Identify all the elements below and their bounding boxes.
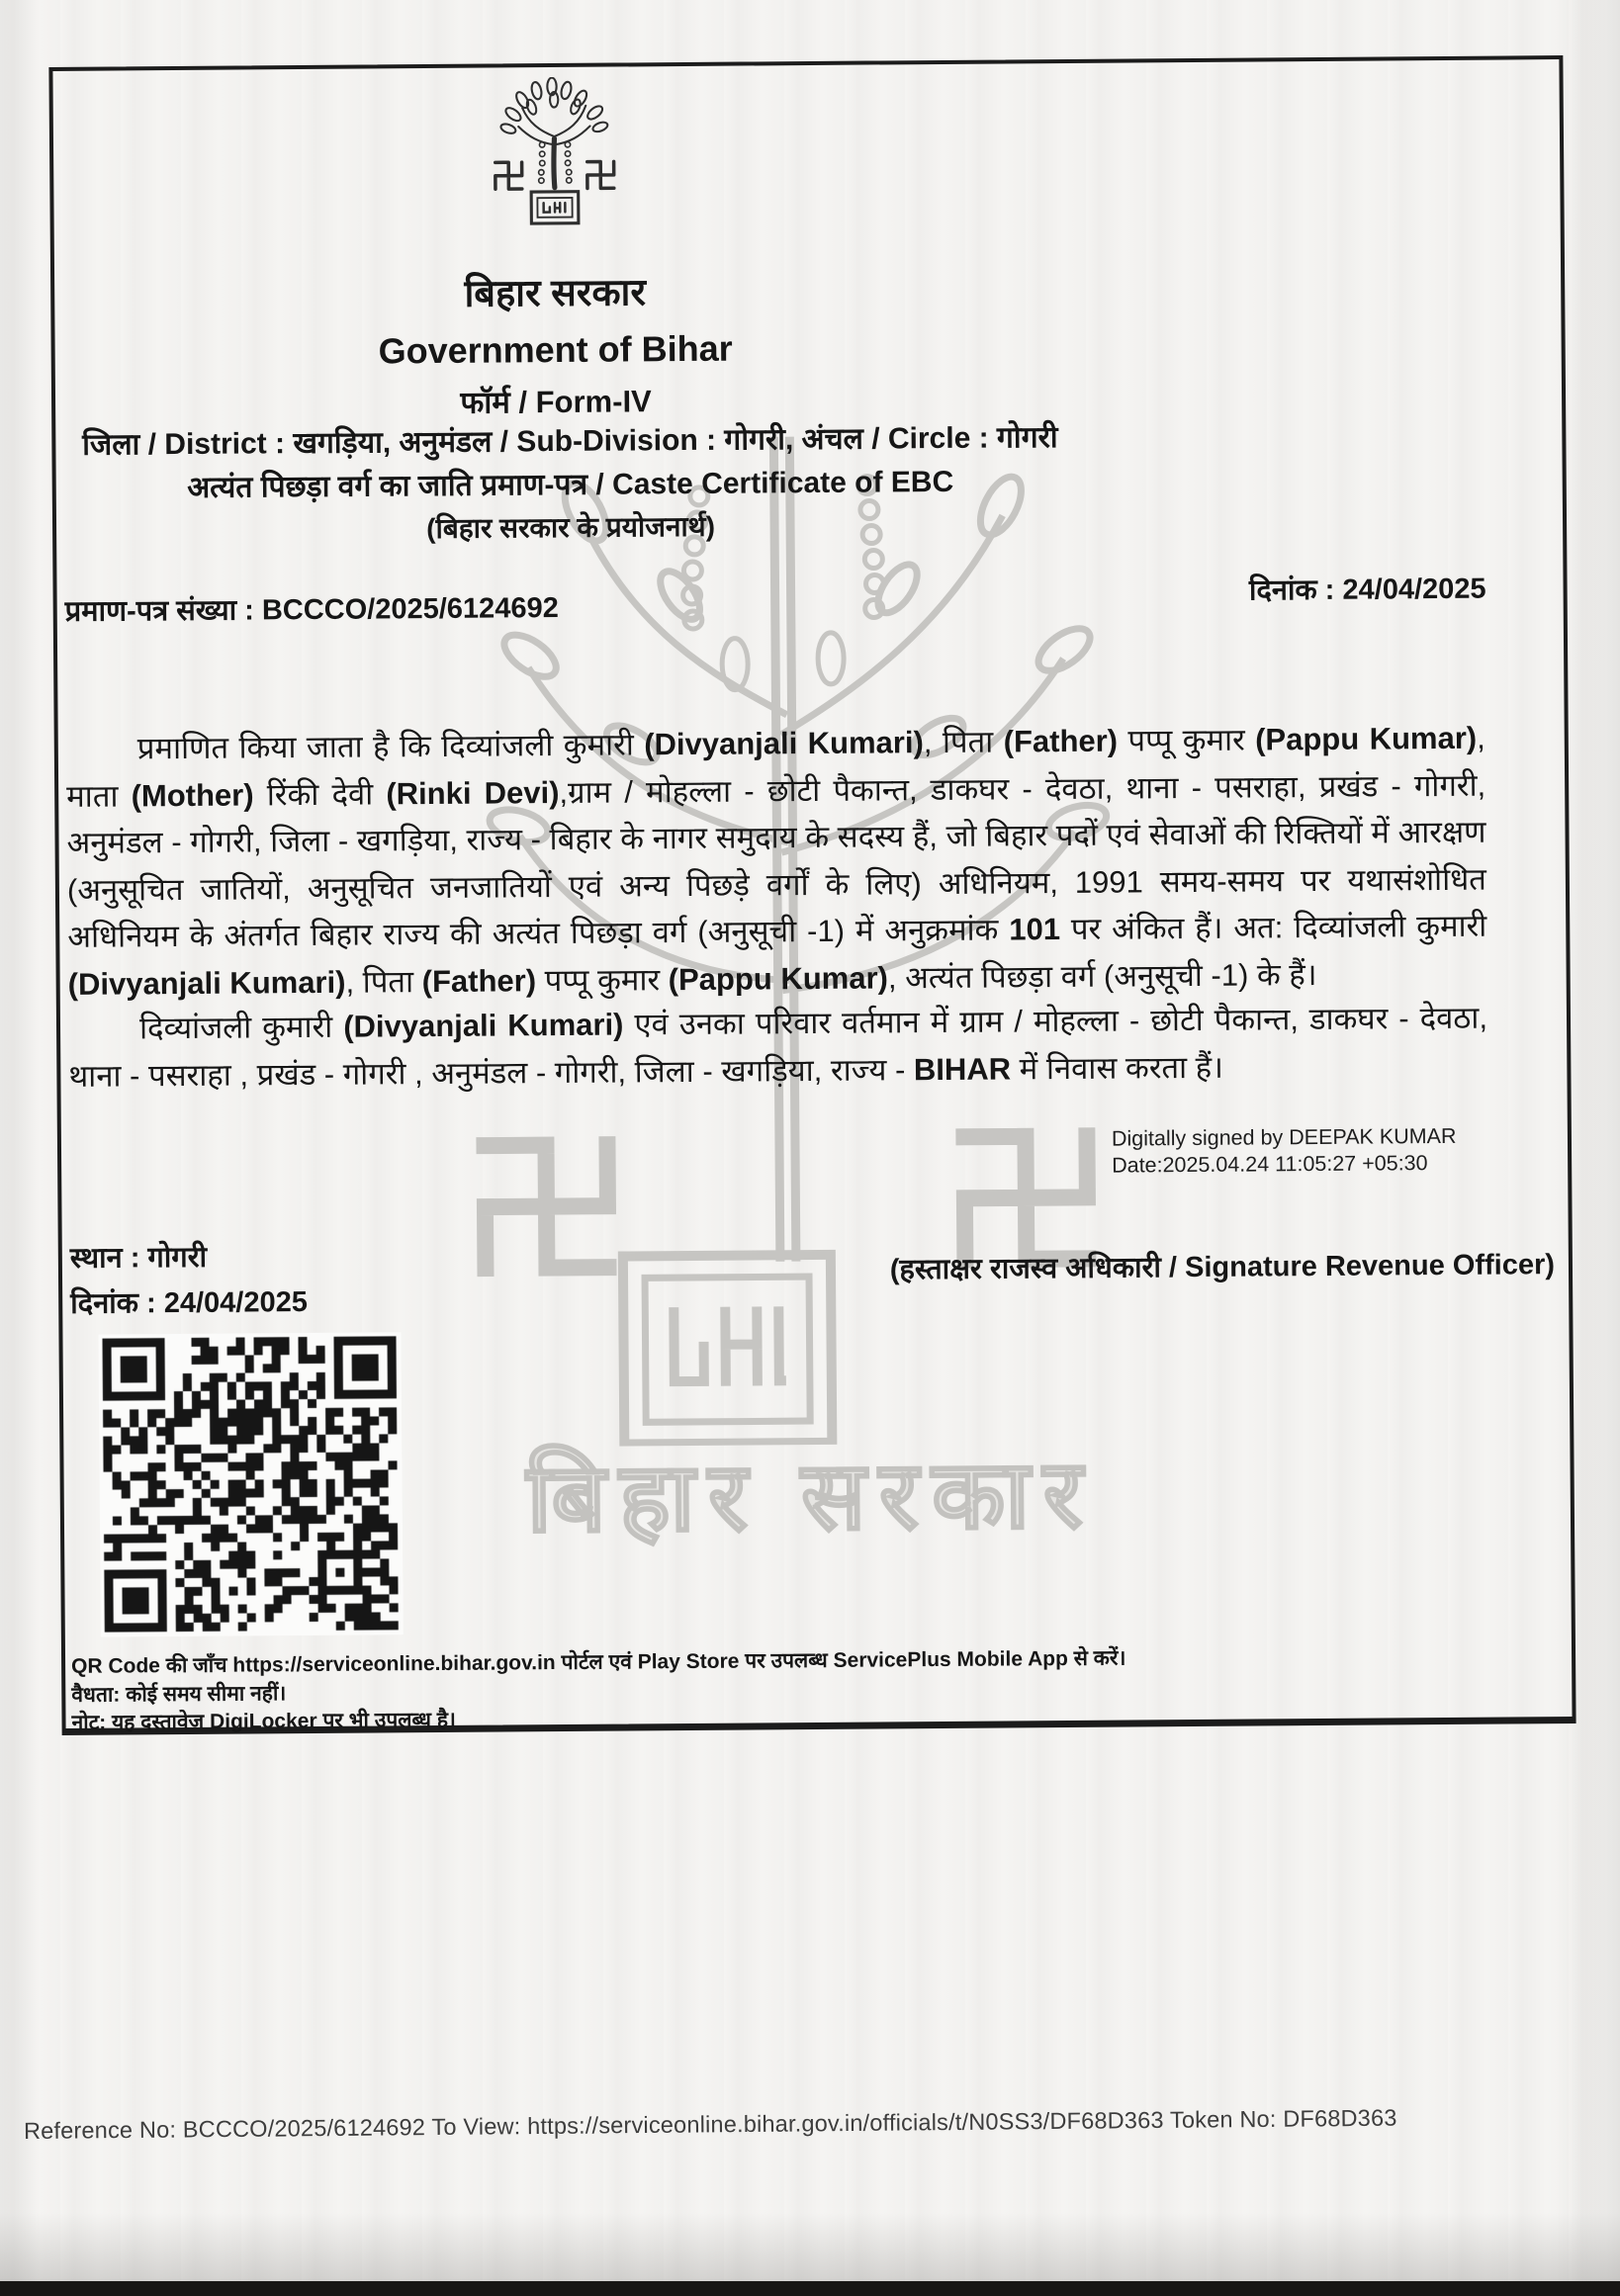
watermark-text: बिहार सरकार bbox=[526, 1441, 1097, 1552]
notes-block bbox=[71, 1644, 1210, 1738]
scan-shadow bbox=[0, 2213, 1620, 2282]
note-validity: वैधता: कोई समय सीमा नहीं। bbox=[71, 1681, 287, 1707]
note-qr-check: QR Code की जाँच https://serviceonline.bihar.gov.in पोर्टल एवं Play Store पर उपलब्ध ServicePlus Mobile App से करें। bbox=[71, 1646, 1126, 1678]
certificate-body-para1: प्रमाणित किया जाता है कि दिव्यांजली कुमारी (Divyanjali Kumari), पिता (Father) पप्पू कुमार (Pappu Kumar), माता (Mother) रिंकी देवी (Rinki Devi),ग्राम / मोहल्ला - छोटी पैकान्त, डाकघर - देवठा, थाना - पसराहा, प्रखंड - गोगरी, अनुमंडल - गोगरी, जिला - खगड़िया, राज्य - बिहार के नागर समुदाय के सदस्य हैं, जो बिहार पदों एवं सेवाओं की रिक्तियों में आरक्षण (अनुसूचित जातियों, अनुसूचित जनजातियों एवं अन्य पिछड़े वर्गों के लिए) अधिनियम, 1991 समय-समय पर यथासंशोधित अधिनियम के अंतर्गत बिहार राज्य की अत्यंत पिछड़ा वर्ग (अनुसूची -1) में अनुक्रमांक 101 पर अंकित हैं। अत: दिव्यांजली कुमारी (Divyanjali Kumari), पिता (Father) पप्पू कुमार (Pappu Kumar), अत्यंत पिछड़ा वर्ग (अनुसूची -1) के हैं। bbox=[66, 720, 1487, 1002]
meta-row bbox=[64, 573, 1486, 630]
place-label: स्थान : bbox=[69, 1242, 148, 1275]
certificate-number-value: BCCCO/2025/6124692 bbox=[261, 592, 559, 627]
digital-signature-block bbox=[1112, 1123, 1457, 1180]
issue-date-label: दिनांक : bbox=[1248, 574, 1343, 607]
digital-signature-line1: Digitally signed by DEEPAK KUMAR bbox=[1111, 1123, 1457, 1151]
place-value: गोगरी bbox=[147, 1241, 208, 1275]
document-frame bbox=[48, 55, 1575, 1735]
place-date-block bbox=[70, 1234, 308, 1327]
place-line bbox=[70, 1234, 308, 1281]
district-line: जिला / District : खगड़िया, अनुमंडल / Sub-Division : गोगरी, अंचल / Circle : गोगरी bbox=[82, 421, 1058, 462]
digital-signature-line2: Date:2025.04.24 11:05:27 +05:30 bbox=[1112, 1151, 1428, 1178]
signature-caption: (हस्ताक्षर राजस्व अधिकारी / Signature Revenue Officer) bbox=[889, 1249, 1556, 1286]
footer-reference: Reference No: BCCCO/2025/6124692 To View: https://serviceonline.bihar.gov.in/officials/t/N0SS3/DF68D363 Token No: DF68D363 bbox=[23, 2104, 1397, 2144]
bihar-emblem-icon bbox=[477, 76, 631, 225]
issue-date bbox=[1249, 569, 1486, 609]
signature-date-line bbox=[70, 1280, 308, 1327]
qr-code bbox=[98, 1332, 403, 1636]
issue-date-value: 24/04/2025 bbox=[1342, 573, 1486, 606]
form-number: फॉर्म / Form-IV bbox=[460, 384, 652, 420]
page-title-english: Government of Bihar bbox=[378, 327, 733, 372]
scan-edge bbox=[0, 2281, 1620, 2296]
page-title-hindi: बिहार सरकार bbox=[464, 272, 647, 315]
signature-date-label: दिनांक : bbox=[70, 1287, 164, 1320]
certificate-subheader bbox=[55, 415, 1085, 553]
certificate-number-label: प्रमाण-पत्र संख्या : bbox=[64, 594, 263, 628]
signature-date-value: 24/04/2025 bbox=[163, 1286, 309, 1320]
certificate-type-line: अत्यंत पिछड़ा वर्ग का जाति प्रमाण-पत्र / Caste Certificate of EBC bbox=[187, 465, 954, 504]
note-digilocker: नोट: यह दस्तावेज DigiLocker पर भी उपलब्ध है। bbox=[71, 1708, 457, 1734]
certificate-number bbox=[65, 587, 559, 630]
purpose-line: (बिहार सरकार के प्रयोजनार्थ) bbox=[426, 510, 716, 545]
certificate-body-para2: दिव्यांजली कुमारी (Divyanjali Kumari) एवं उनका परिवार वर्तमान में ग्राम / मोहल्ला - छोटी पैकान्त, डाकघर - देवठा, थाना - पसराहा , प्रखंड - गोगरी , अनुमंडल - गोगरी, जिला - खगड़िया, राज्य - BIHAR में निवास करता हैं। bbox=[68, 1000, 1488, 1094]
certificate-header bbox=[53, 73, 1057, 426]
